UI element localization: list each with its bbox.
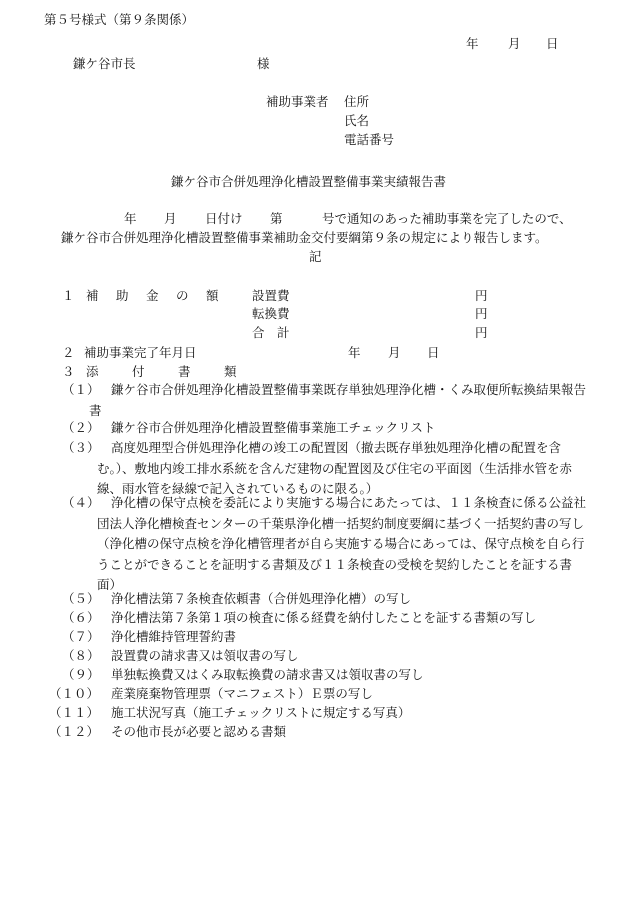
list-item-number: （５）	[62, 591, 100, 606]
section1-label-char: の	[176, 288, 189, 303]
list-item-text: 鎌ケ谷市合併処理浄化槽設置整備事業既存単独処理浄化槽・くみ取便所転換結果報告書	[89, 382, 587, 418]
list-item	[97, 493, 590, 596]
list-item-number: （９）	[62, 667, 100, 682]
body-day-dated: 日付け	[205, 211, 243, 226]
phone-label: 電話番号	[344, 132, 395, 147]
recipient-honorific: 様	[257, 56, 270, 71]
subsidy-row-unit: 円	[475, 306, 488, 321]
list-item-text: 単独転換費又はくみ取転換費の請求書又は領収書の写し	[111, 667, 424, 682]
list-item-number: （６）	[62, 610, 100, 625]
list-item-text: 浄化槽維持管理誓約書	[111, 629, 237, 644]
section3-label-char: 添	[86, 364, 99, 379]
subsidy-row-label: 合 計	[252, 325, 290, 340]
recipient-name: 鎌ケ谷市長	[73, 56, 136, 71]
list-item-number: （８）	[62, 648, 100, 663]
form-number: 第５号様式（第９条関係）	[44, 12, 195, 27]
date-month-label: 月	[508, 36, 521, 51]
section1-label-char: 額	[206, 288, 219, 303]
address-label: 住所	[344, 94, 370, 109]
section3-label-char: 類	[224, 364, 237, 379]
list-item-number: （４）	[62, 495, 100, 510]
list-item-text: 産業廃棄物管理票（マニフェスト）Ｅ票の写し	[111, 686, 373, 701]
list-item-number: （７）	[62, 629, 100, 644]
body-no-prefix: 第	[270, 211, 283, 226]
list-item-number: （１１）	[49, 705, 100, 720]
ki-heading: 記	[309, 249, 322, 264]
section3-label-char: 付	[132, 364, 145, 379]
list-item-text: 浄化槽法第７条第１項の検査に係る経費を納付したことを証する書類の写し	[111, 610, 537, 625]
subsidy-row-unit: 円	[475, 288, 488, 303]
list-item-number: （１０）	[49, 686, 100, 701]
section1-label-char: 金	[146, 288, 159, 303]
list-item	[89, 380, 590, 421]
body-line1-rest: 号で通知のあった補助事業を完了したので、	[322, 211, 572, 226]
section3-number: ３	[62, 364, 75, 379]
list-item-text: 施工状況写真（施工チェックリストに規定する写真）	[111, 705, 411, 720]
section2-label: 補助事業完了年月日	[84, 345, 197, 360]
section1-label-char: 助	[116, 288, 129, 303]
list-item-number: （１）	[62, 382, 100, 397]
section3-label-char: 書	[178, 364, 191, 379]
list-item-number: （２）	[62, 420, 100, 435]
list-item-number: （１２）	[49, 724, 100, 739]
subsidy-row-label: 設置費	[252, 288, 290, 303]
name-label: 氏名	[344, 113, 370, 128]
list-item-text: その他市長が必要と認める書類	[111, 724, 287, 739]
list-item-text: 設置費の請求書又は領収書の写し	[111, 648, 299, 663]
section1-number: １	[62, 288, 75, 303]
completion-day-label: 日	[427, 345, 440, 360]
body-month: 月	[164, 211, 177, 226]
list-item	[97, 438, 590, 500]
list-item-text: 浄化槽の保守点検を委託により実施する場合にあたっては、１１条検査に係る公益社団法人浄化槽検査センターの千葉県浄化槽一括契約制度要綱に基づく一括契約書の写し（浄化槽の保守点検を浄化槽管理者が自ら実施する場合にあっては、保守点検を自ら行うことができることを証明する書類及び１１条検査の受検を契約したことを証する書面）	[97, 495, 587, 592]
completion-month-label: 月	[388, 345, 401, 360]
subsidy-row-label: 転換費	[252, 306, 290, 321]
list-item-text: 浄化槽法第７条検査依頼書（合併処理浄化槽）の写し	[111, 591, 412, 606]
body-line2: 鎌ケ谷市合併処理浄化槽設置整備事業補助金交付要綱第９条の規定により報告します。	[61, 230, 548, 245]
subsidy-row-unit: 円	[475, 325, 488, 340]
body-year: 年	[124, 211, 137, 226]
applicant-label: 補助事業者	[266, 94, 329, 109]
section2-number: ２	[62, 345, 75, 360]
list-item-text: 鎌ケ谷市合併処理浄化槽設置整備事業施工チェックリスト	[111, 420, 436, 435]
date-year-label: 年	[466, 36, 479, 51]
completion-year-label: 年	[348, 345, 361, 360]
list-item-text: 高度処理型合併処理浄化槽の竣工の配置図（撤去既存単独処理浄化槽の配置を含む。）、敷地内竣工排水系統を含んだ建物の配置図及び住宅の平面図（生活排水管を赤線、雨水管を緑線で記入されているものに限る。）	[97, 440, 573, 496]
section1-label-char: 補	[86, 288, 99, 303]
date-day-label: 日	[546, 36, 559, 51]
list-item-number: （３）	[62, 440, 100, 455]
document-title: 鎌ケ谷市合併処理浄化槽設置整備事業実績報告書	[171, 174, 447, 189]
